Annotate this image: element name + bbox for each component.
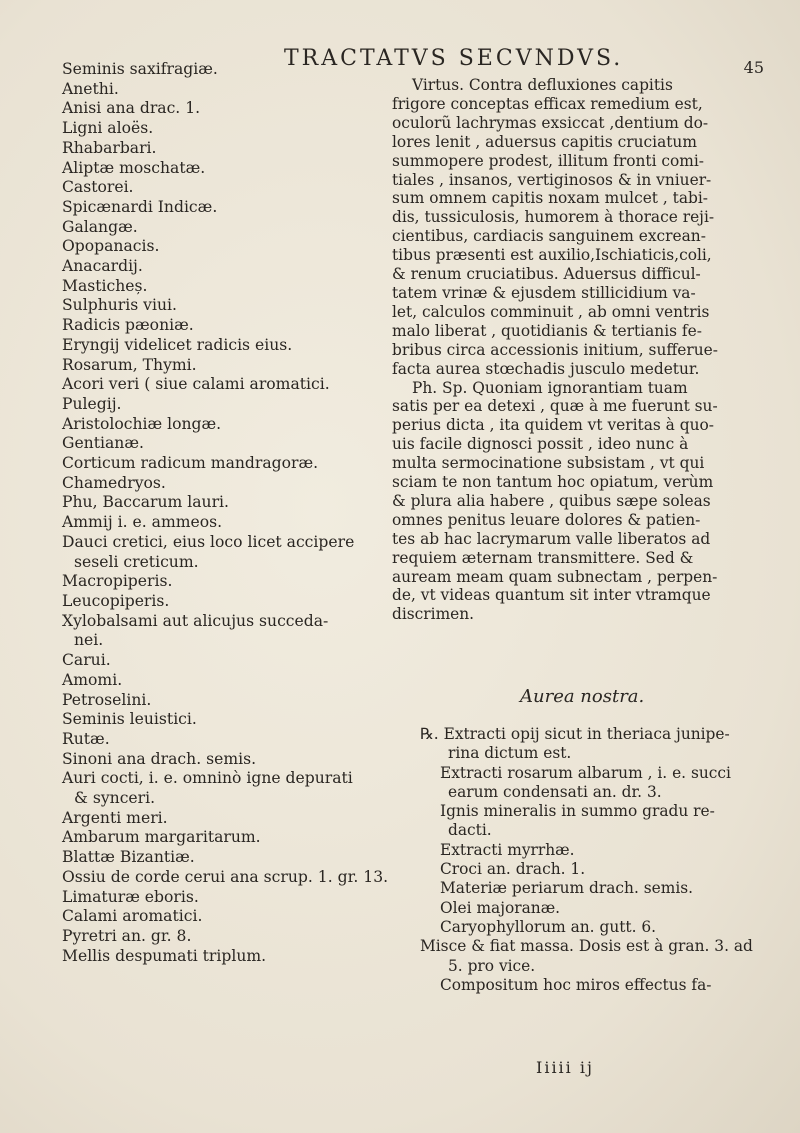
- text-line: malo liberat , quotidianis & tertianis fe-: [392, 321, 702, 340]
- recipe-line: Extracti myrrhæ.: [440, 840, 575, 859]
- ingredient-line: & synceri.: [74, 789, 156, 808]
- recipe-line: earum condensati an. dr. 3.: [448, 782, 662, 801]
- ingredient-line: Eryngij videlicet radicis eius.: [62, 335, 293, 354]
- ingredient-line: Galangæ.: [62, 217, 138, 236]
- ingredient-line: Rhabarbari.: [62, 138, 157, 157]
- text-line: facta aurea stœchadis jusculo medetur.: [392, 359, 700, 378]
- text-line: summopere prodest, illitum fronti comi-: [392, 151, 704, 170]
- ingredient-line: Sulphuris viui.: [62, 296, 177, 315]
- text-line: sum omnem capitis noxam mulcet , tabi-: [392, 189, 709, 208]
- text-line: Virtus. Contra defluxiones capitis: [412, 76, 673, 94]
- virtues-text: [392, 76, 772, 624]
- ingredient-line: Corticum radicum mandragoræ.: [62, 454, 319, 473]
- ingredient-line: Anacardij.: [62, 257, 143, 276]
- ingredient-line: Dauci cretici, eius loco licet accipere: [62, 532, 355, 551]
- text-line: frigore conceptas efficax remedium est,: [392, 94, 703, 113]
- text-line: tes ab hac lacrymarum valle liberatos ad: [392, 529, 711, 548]
- text-line: & renum cruciatibus. Aduersus difficul-: [392, 265, 701, 284]
- section-subheading: Aurea nostra.: [520, 686, 645, 707]
- recipe-text: [420, 725, 780, 995]
- recipe-line: Materiæ periarum drach. semis.: [440, 879, 694, 898]
- ingredient-line: Macropiperis.: [62, 572, 173, 591]
- ingredient-line: Rutæ.: [62, 729, 110, 748]
- text-line: oculorũ lachrymas exsiccat ,dentium do-: [392, 113, 709, 132]
- recipe-line: Croci an. drach. 1.: [440, 860, 586, 879]
- ingredient-line: Ossiu de corde cerui ana scrup. 1. gr. 13.: [62, 867, 389, 886]
- ingredient-line: Auri cocti, i. e. omninò igne depurati: [62, 769, 353, 788]
- text-line: tiales , insanos, vertiginosos & in vniuer-: [392, 170, 712, 189]
- ingredient-line: Ammij i. e. ammeos.: [62, 513, 223, 532]
- ingredient-line: Leucopiperis.: [62, 591, 170, 610]
- ingredient-line: Sinoni ana drach. semis.: [62, 749, 257, 768]
- ingredient-line: Gentianæ.: [62, 434, 144, 453]
- text-line: multa sermocinatione subsistam , vt qui: [392, 454, 705, 473]
- text-line: tatem vrinæ & ejusdem stillicidium va-: [392, 283, 696, 302]
- ingredient-line: Spicænardi Indicæ.: [62, 197, 218, 216]
- text-line: sciam te non tantum hoc opiatum, verùm: [392, 473, 714, 492]
- ingredient-line: Amomi.: [62, 670, 123, 689]
- ingredient-line: Blattæ Bizantiæ.: [62, 848, 195, 867]
- text-line: de, vt videas quantum sit inter vtramque: [392, 586, 711, 605]
- signature-mark: Iiiii ij: [536, 1058, 594, 1077]
- running-title: TRACTATVS SECVNDVS.: [284, 46, 624, 71]
- ingredient-line: Aristolochiæ longæ.: [62, 414, 222, 433]
- text-line: lores lenit , aduersus capitis cruciatum: [392, 132, 697, 151]
- ingredient-line: Ambarum margaritarum.: [62, 828, 261, 847]
- page-number: 45: [743, 58, 764, 77]
- ingredient-line: Rosarum, Thymi.: [62, 355, 197, 374]
- text-line: requiem æternam transmittere. Sed &: [392, 548, 694, 567]
- ingredient-line: Seminis leuistici.: [62, 710, 197, 729]
- ingredient-line: Limaturæ eboris.: [62, 887, 199, 906]
- recipe-line: Misce & fiat massa. Dosis est à gran. 3. ad: [420, 937, 753, 956]
- recipe-line: Extracti rosarum albarum , i. e. succi: [440, 763, 731, 782]
- ingredient-line: nei.: [74, 631, 104, 650]
- ingredient-line: Opopanacis.: [62, 237, 160, 256]
- ingredient-line: Aliptæ moschatæ.: [62, 158, 206, 177]
- ingredient-line: Xylobalsami aut alicujus succeda-: [62, 611, 329, 630]
- text-line: bribus circa accessionis initium, sufferue-: [392, 340, 718, 359]
- text-line: uis facile dignosci possit , ideo nunc à: [392, 435, 689, 454]
- text-line: let, calculos comminuit , ab omni ventris: [392, 302, 710, 321]
- text-line: auream meam quam subnectam , perpen-: [392, 567, 718, 586]
- ingredient-line: Calami aromatici.: [62, 907, 203, 926]
- text-line: tibus præsenti est auxilio,Ischiaticis,coli,: [392, 246, 712, 265]
- recipe-line: dacti.: [448, 821, 492, 840]
- ingredient-line: Carui.: [62, 651, 111, 670]
- text-line: cientibus, cardiacis sanguinem excrean-: [392, 227, 706, 246]
- text-line: perius dicta , ita quidem vt veritas à quo-: [392, 416, 714, 435]
- ingredient-line: Masticheș.: [62, 276, 148, 295]
- text-line: satis per ea detexi , quæ à me fuerunt su-: [392, 397, 718, 416]
- ingredient-line: Radicis pæoniæ.: [62, 316, 194, 335]
- ingredient-line: seseli creticum.: [74, 552, 199, 571]
- recipe-line: Caryophyllorum an. gutt. 6.: [440, 917, 657, 936]
- text-line: & plura alia habere , quibus sæpe soleas: [392, 491, 711, 510]
- text-line: dis, tussiculosis, humorem à thorace reji-: [392, 208, 715, 227]
- text-line: omnes penitus leuare dolores & patien-: [392, 510, 701, 529]
- ingredient-line: Argenti meri.: [62, 808, 168, 827]
- ingredient-list: [62, 60, 389, 966]
- ingredient-line: Acori veri ( siue calami aromatici.: [62, 375, 330, 394]
- ingredient-line: Phu, Baccarum lauri.: [62, 493, 229, 512]
- ingredient-line: Mellis despumati triplum.: [62, 946, 267, 965]
- ingredient-line: Anisi ana drac. 1.: [62, 99, 201, 118]
- recipe-line: Olei majoranæ.: [440, 898, 561, 917]
- ingredient-line: Pyretri an. gr. 8.: [62, 926, 192, 945]
- recipe-line: Compositum hoc miros effectus fa-: [440, 975, 712, 994]
- ingredient-line: Chamedryos.: [62, 473, 166, 492]
- ingredient-line: Petroselini.: [62, 690, 152, 709]
- recipe-line: 5. pro vice.: [448, 956, 536, 975]
- ingredient-line: Pulegij.: [62, 394, 122, 413]
- text-line: discrimen.: [392, 605, 475, 624]
- recipe-line: rina dictum est.: [448, 744, 572, 763]
- recipe-line: ℞. Extracti opij sicut in theriaca junipe-: [420, 725, 730, 743]
- ingredient-line: Seminis saxifragiæ.: [62, 60, 218, 78]
- recipe-line: Ignis mineralis in summo gradu re-: [440, 802, 715, 821]
- ingredient-line: Anethi.: [62, 79, 119, 98]
- ingredient-line: Ligni aloës.: [62, 119, 154, 138]
- ingredient-line: Castorei.: [62, 178, 134, 197]
- text-line: Ph. Sp. Quoniam ignorantiam tuam: [412, 378, 688, 397]
